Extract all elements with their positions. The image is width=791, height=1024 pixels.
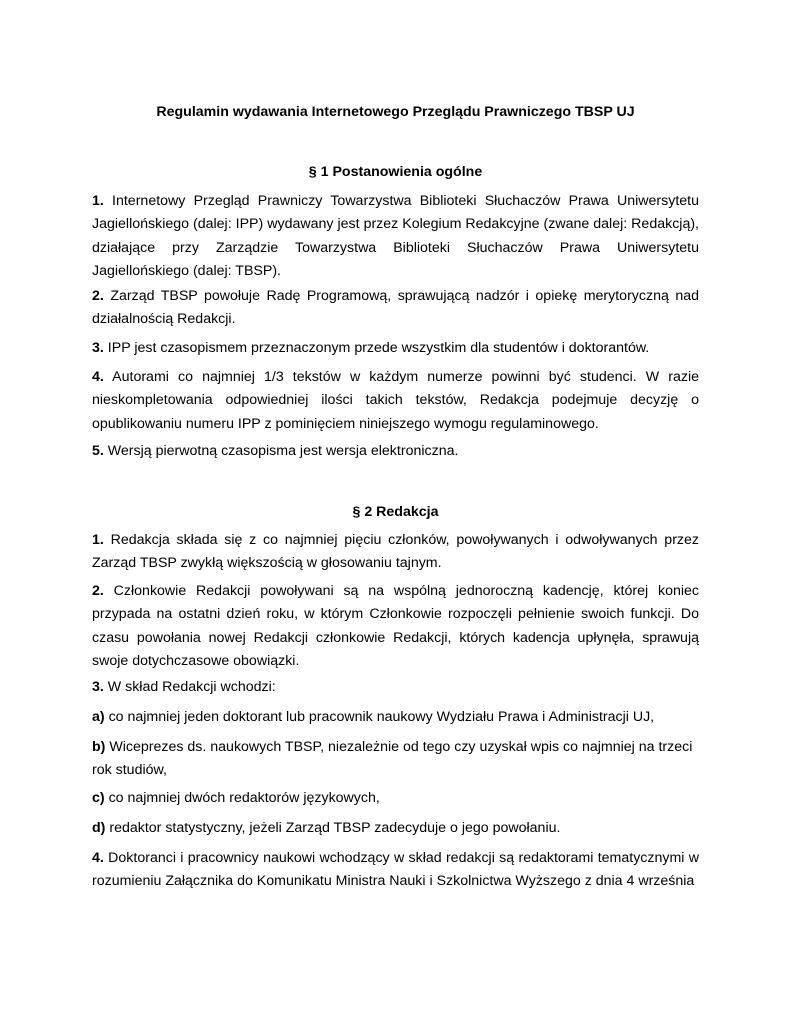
paragraph <box>92 285 699 332</box>
list-item-letter: d) <box>92 820 106 836</box>
section-heading-1: § 1 Postanowienia ogólne <box>308 164 483 180</box>
list-item <box>92 706 699 729</box>
paragraph-text: Internetowy Przegląd Prawniczy Towarzystwa Biblioteki Słuchaczów Prawa Uniwersytetu Jagiellońskiego (dalej: IPP) wydawany jest przez Kolegium Redakcyjne (zwane dalej: Redakcją), działające przy Zarządzie Towarzystwa Biblioteki Słuchaczów Prawa Uniwersytetu Jagiellońskiego (dalej: TBSP). <box>92 193 699 280</box>
paragraph-text: Redakcja składa się z co najmniej pięciu członków, powoływanych i odwoływanych przez Zarząd TBSP zwykłą większością w głosowaniu tajnym. <box>92 532 699 572</box>
list-item <box>92 787 699 810</box>
paragraph-number: 1. <box>92 193 104 209</box>
list-item-letter: a) <box>92 709 105 725</box>
paragraph <box>92 440 699 463</box>
paragraph-text: Członkowie Redakcji powoływani są na wspólną jednoroczną kadencję, której koniec przypada na ostatni dzień roku, w którym Członkowie rozpoczęli pełnienie swoich funkcji. Do czasu powołania nowej Redakcji członkowie Redakcji, których kadencja upłynęła, sprawują swoje dotychczasowe obowiązki. <box>92 583 699 670</box>
paragraph-text: Autorami co najmniej 1/3 tekstów w każdym numerze powinni być studenci. W razie nieskompletowania odpowiedniej ilości takich tekstów, Redakcja podejmuje decyzję o opublikowaniu numeru IPP z pominięciem niniejszego wymogu regulaminowego. <box>92 369 699 432</box>
section-heading-2: § 2 Redakcja <box>352 504 439 520</box>
document-title: Regulamin wydawania Internetowego Przeglądu Prawniczego TBSP UJ <box>156 104 635 120</box>
paragraph-number: 4. <box>92 850 104 866</box>
paragraph <box>92 847 699 894</box>
paragraph <box>92 190 699 284</box>
paragraph-text: W skład Redakcji wchodzi: <box>103 679 276 695</box>
paragraph-text: Doktoranci i pracownicy naukowi wchodzący w skład redakcji są redaktorami tematycznymi w rozumieniu Załącznika do Komunikatu Ministra Nauki i Szkolnictwa Wyższego z dnia 4 września <box>92 850 699 890</box>
list-item <box>92 736 699 783</box>
paragraph-number: 3. <box>92 340 104 356</box>
list-item-letter: b) <box>92 739 106 755</box>
paragraph-number: 2. <box>92 288 104 304</box>
list-item-letter: c) <box>92 790 105 806</box>
paragraph <box>92 676 699 699</box>
paragraph-text: Wersją pierwotną czasopisma jest wersja elektroniczna. <box>103 443 459 459</box>
list-item-text: co najmniej jeden doktorant lub pracownik naukowy Wydziału Prawa i Administracji UJ, <box>104 709 655 725</box>
paragraph-number: 1. <box>92 532 104 548</box>
paragraph-number: 3. <box>92 679 104 695</box>
paragraph-number: 5. <box>92 443 104 459</box>
paragraph <box>92 366 699 436</box>
paragraph <box>92 529 699 576</box>
document-page <box>92 0 699 1024</box>
paragraph <box>92 337 699 360</box>
paragraph-number: 4. <box>92 369 104 385</box>
paragraph <box>92 580 699 674</box>
paragraph-text: Zarząd TBSP powołuje Radę Programową, sprawującą nadzór i opiekę merytoryczną nad działalnością Redakcji. <box>92 288 699 328</box>
list-item-text: Wiceprezes ds. naukowych TBSP, niezależnie od tego czy uzyskał wpis co najmniej na trzeci rok studiów, <box>92 739 693 779</box>
paragraph-number: 2. <box>92 583 104 599</box>
list-item-text: redaktor statystyczny, jeżeli Zarząd TBSP zadecyduje o jego powołaniu. <box>105 820 561 836</box>
list-item-text: co najmniej dwóch redaktorów językowych, <box>104 790 380 806</box>
paragraph-text: IPP jest czasopismem przeznaczonym przede wszystkim dla studentów i doktorantów. <box>103 340 650 356</box>
list-item <box>92 817 699 840</box>
